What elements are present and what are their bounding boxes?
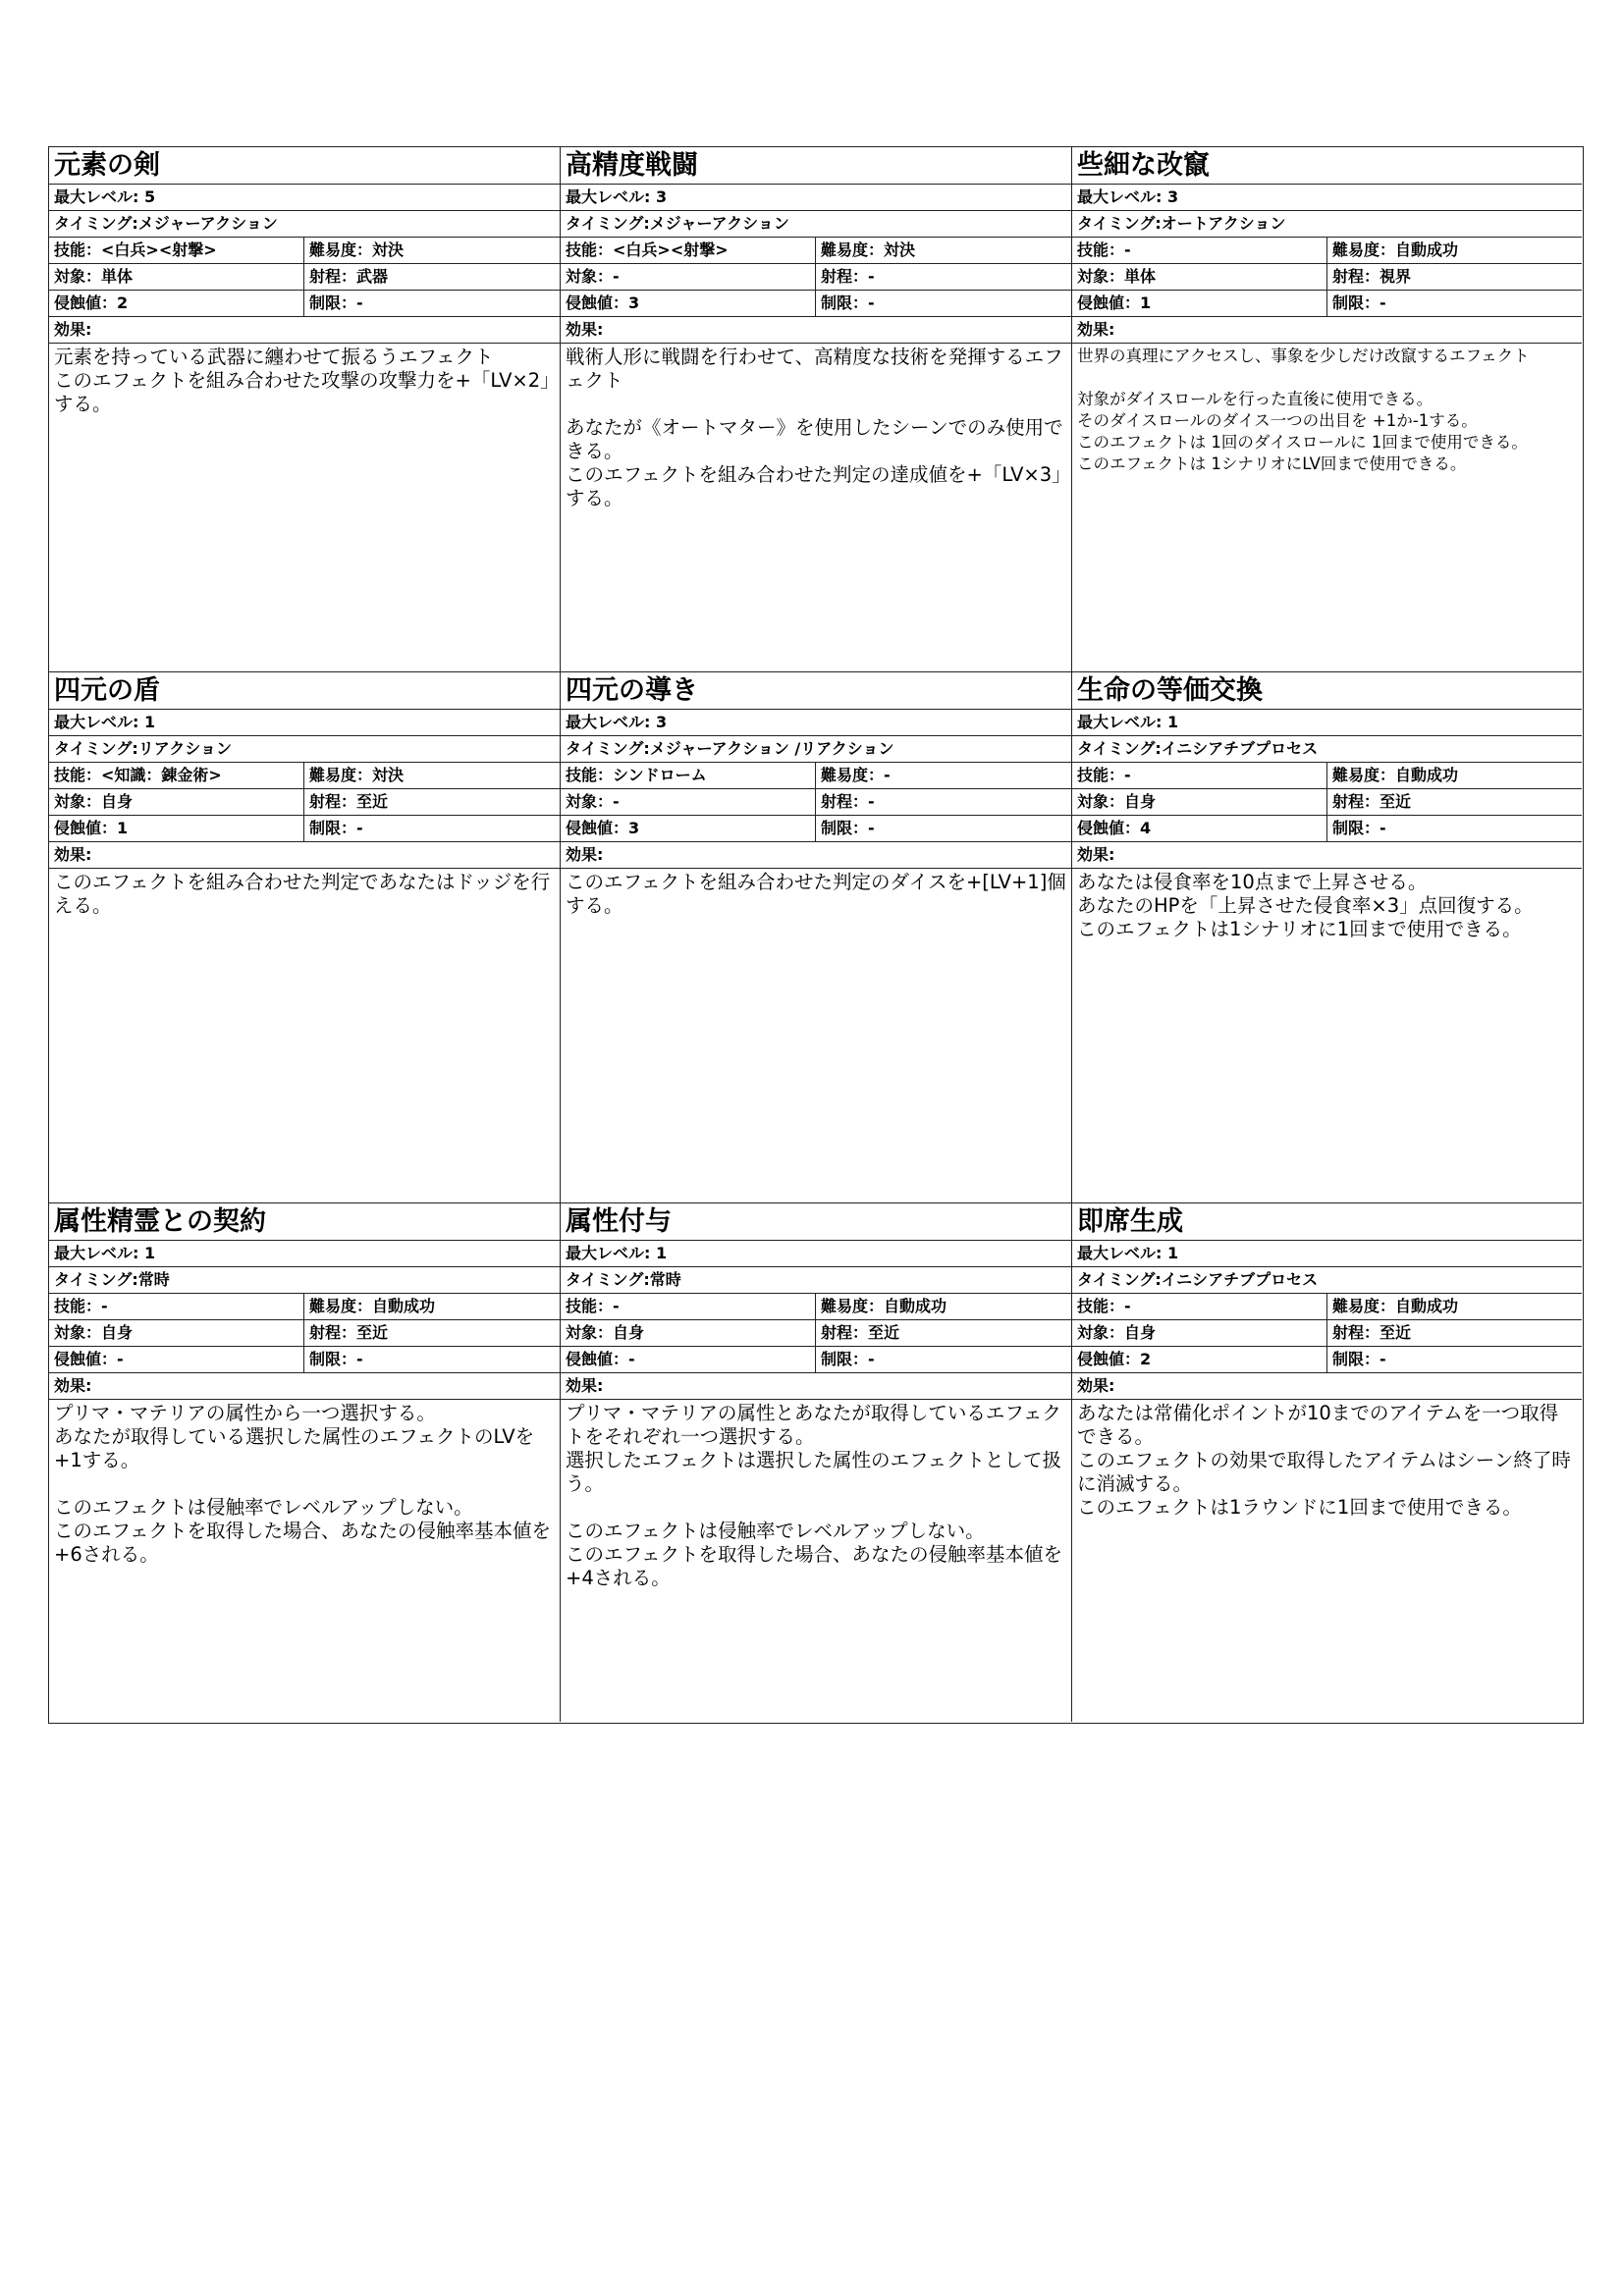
limit: 制限：- <box>821 294 875 312</box>
effect-label: 効果: <box>49 1373 560 1400</box>
target-row <box>1072 789 1582 816</box>
card-title: 高精度戦闘 <box>561 147 1071 185</box>
skill-row <box>1072 238 1582 264</box>
skill-row <box>1072 1294 1582 1320</box>
max-level: 最大レベル: 3 <box>566 187 668 206</box>
effect-card-1 <box>49 147 561 672</box>
target: 対象：自身 <box>49 1320 304 1346</box>
timing-row <box>49 1267 560 1294</box>
difficulty: 難易度：自動成功 <box>1332 766 1459 784</box>
range: 射程：至近 <box>309 1323 389 1342</box>
timing-row <box>1072 736 1582 763</box>
erosion: 侵蝕値：1 <box>49 816 304 841</box>
erosion-row <box>561 1347 1071 1373</box>
max-level-row <box>49 185 560 211</box>
limit: 制限：- <box>821 1350 875 1368</box>
timing: タイミング:メジャーアクション /リアクション <box>566 739 894 758</box>
erosion-row <box>49 816 560 842</box>
max-level-row <box>1072 185 1582 211</box>
max-level: 最大レベル: 3 <box>1077 187 1179 206</box>
effect-text: あなたは常備化ポイントが10までのアイテムを一つ取得できる。 このエフェクトの効果で取得したアイテムはシーン終了時に消滅する。 このエフェクトは1ラウンドに1回まで使用できる。 <box>1077 1402 1571 1519</box>
timing: タイミング:メジャーアクション <box>54 214 278 233</box>
range: 射程：至近 <box>1332 1323 1412 1342</box>
effect-card-8 <box>561 1203 1072 1722</box>
target-row <box>49 264 560 291</box>
erosion-row <box>561 291 1071 317</box>
erosion-row <box>561 816 1071 842</box>
limit: 制限：- <box>1332 294 1386 312</box>
difficulty: 難易度：対決 <box>309 240 405 259</box>
erosion: 侵蝕値：2 <box>49 291 304 316</box>
max-level: 最大レベル: 1 <box>1077 713 1179 731</box>
effect-label: 効果: <box>1072 842 1582 869</box>
skill-row <box>561 238 1071 264</box>
effect-label: 効果: <box>561 1373 1071 1400</box>
max-level-row <box>49 1241 560 1267</box>
timing-row <box>561 211 1071 238</box>
card-title: 些細な改竄 <box>1072 147 1582 185</box>
difficulty: 難易度：自動成功 <box>821 1297 947 1315</box>
target-row <box>561 789 1071 816</box>
erosion-row <box>49 291 560 317</box>
effect-label: 効果: <box>561 317 1071 344</box>
effect-card-3 <box>1072 147 1582 672</box>
max-level-row <box>1072 1241 1582 1267</box>
max-level: 最大レベル: 1 <box>54 713 156 731</box>
skill-row <box>561 763 1071 789</box>
effect-text: このエフェクトを組み合わせた判定であなたはドッジを行える。 <box>54 871 551 917</box>
target: 対象：自身 <box>49 789 304 815</box>
effect-text: プリマ・マテリアの属性から一つ選択する。 あなたが取得している選択した属性のエフェクトのLVを+1する。 このエフェクトは侵触率でレベルアップしない。 このエフェクトを取得した場合、あなたの侵触率基本値を+6される。 <box>54 1402 552 1566</box>
max-level-row <box>561 1241 1071 1267</box>
effect-label: 効果: <box>49 842 560 869</box>
effect-card-9 <box>1072 1203 1582 1722</box>
range: 射程：視界 <box>1332 267 1412 286</box>
limit: 制限：- <box>309 294 363 312</box>
target: 対象：- <box>561 789 816 815</box>
target: 対象：自身 <box>1072 789 1327 815</box>
effect-label: 効果: <box>561 842 1071 869</box>
erosion-row <box>1072 291 1582 317</box>
card-title: 属性精霊との契約 <box>49 1203 560 1241</box>
erosion: 侵蝕値：3 <box>561 291 816 316</box>
target-row <box>49 789 560 816</box>
target-row <box>49 1320 560 1347</box>
timing-row <box>49 736 560 763</box>
range: 射程：武器 <box>309 267 389 286</box>
card-title: 四元の盾 <box>49 672 560 710</box>
effect-card-2 <box>561 147 1072 672</box>
skill: 技能：<白兵><射撃> <box>561 238 816 263</box>
erosion: 侵蝕値：3 <box>561 816 816 841</box>
skill: 技能：<知識：錬金術> <box>49 763 304 788</box>
difficulty: 難易度：自動成功 <box>1332 240 1459 259</box>
target-row <box>561 1320 1071 1347</box>
erosion: 侵蝕値：- <box>49 1347 304 1372</box>
effect-text: あなたは侵食率を10点まで上昇させる。 あなたのHPを「上昇させた侵食率×3」点回復する。 このエフェクトは1シナリオに1回まで使用できる。 <box>1077 871 1534 940</box>
timing-row <box>561 736 1071 763</box>
limit: 制限：- <box>309 1350 363 1368</box>
target-row <box>1072 1320 1582 1347</box>
card-title: 四元の導き <box>561 672 1071 710</box>
difficulty: 難易度：自動成功 <box>1332 1297 1459 1315</box>
target-row <box>561 264 1071 291</box>
target: 対象：自身 <box>561 1320 816 1346</box>
max-level: 最大レベル: 1 <box>566 1244 668 1262</box>
max-level-row <box>1072 710 1582 736</box>
effect-text: プリマ・マテリアの属性とあなたが取得しているエフェクトをそれぞれ一つ選択する。 選択したエフェクトは選択した属性のエフェクトとして扱う。 このエフェクトは侵触率でレベルアップしない。 このエフェクトを取得した場合、あなたの侵触率基本値を+4される。 <box>566 1402 1063 1589</box>
effect-card-sheet <box>48 146 1584 1724</box>
max-level-row <box>561 185 1071 211</box>
erosion-row <box>1072 1347 1582 1373</box>
timing: タイミング:メジャーアクション <box>566 214 789 233</box>
timing: タイミング:イニシアチブプロセス <box>1077 1270 1319 1289</box>
timing-row <box>49 211 560 238</box>
skill-row <box>49 763 560 789</box>
skill: 技能：<白兵><射撃> <box>49 238 304 263</box>
effect-label: 効果: <box>1072 1373 1582 1400</box>
effect-label: 効果: <box>1072 317 1582 344</box>
target-row <box>1072 264 1582 291</box>
timing-row <box>1072 1267 1582 1294</box>
erosion: 侵蝕値：- <box>561 1347 816 1372</box>
range: 射程：至近 <box>309 792 389 811</box>
card-title: 属性付与 <box>561 1203 1071 1241</box>
skill-row <box>49 238 560 264</box>
max-level: 最大レベル: 5 <box>54 187 156 206</box>
range: 射程：- <box>821 792 875 811</box>
skill-row <box>49 1294 560 1320</box>
erosion-row <box>1072 816 1582 842</box>
max-level: 最大レベル: 1 <box>54 1244 156 1262</box>
skill-row <box>561 1294 1071 1320</box>
skill: 技能：- <box>1072 763 1327 788</box>
timing: タイミング:イニシアチブプロセス <box>1077 739 1319 758</box>
skill-row <box>1072 763 1582 789</box>
erosion: 侵蝕値：1 <box>1072 291 1327 316</box>
effect-text: 戦術人形に戦闘を行わせて、高精度な技術を発揮するエフェクト あなたが《オートマター》を使用したシーンでのみ使用できる。 このエフェクトを組み合わせた判定の達成値を+「LV×3」する。 <box>566 346 1063 509</box>
skill: 技能：- <box>49 1294 304 1319</box>
effect-card-6 <box>1072 672 1582 1203</box>
timing-row <box>561 1267 1071 1294</box>
range: 射程：至近 <box>1332 792 1412 811</box>
effect-text: 世界の真理にアクセスし、事象を少しだけ改竄するエフェクト 対象がダイスロールを行った直後に使用できる。 そのダイスロールのダイス一つの出目を +1か-1する。 このエフェクトは 1回のダイスロールに 1回まで使用できる。 このエフェクトは 1シナリオにLV回まで使用できる。 <box>1077 347 1530 473</box>
range: 射程：- <box>821 267 875 286</box>
timing: タイミング:オートアクション <box>1077 214 1286 233</box>
timing: タイミング:常時 <box>54 1270 170 1289</box>
skill: 技能：- <box>561 1294 816 1319</box>
target: 対象：単体 <box>49 264 304 290</box>
erosion: 侵蝕値：2 <box>1072 1347 1327 1372</box>
limit: 制限：- <box>1332 819 1386 837</box>
max-level-row <box>561 710 1071 736</box>
difficulty: 難易度：- <box>821 766 891 784</box>
card-title: 生命の等価交換 <box>1072 672 1582 710</box>
limit: 制限：- <box>1332 1350 1386 1368</box>
effect-text: 元素を持っている武器に纏わせて振るうエフェクト このエフェクトを組み合わせた攻撃の攻撃力を+「LV×2」する。 <box>54 346 550 415</box>
erosion-row <box>49 1347 560 1373</box>
target: 対象：単体 <box>1072 264 1327 290</box>
skill: 技能：- <box>1072 1294 1327 1319</box>
difficulty: 難易度：対決 <box>821 240 916 259</box>
difficulty: 難易度：自動成功 <box>309 1297 436 1315</box>
max-level-row <box>49 710 560 736</box>
effect-card-7 <box>49 1203 561 1722</box>
target: 対象：自身 <box>1072 1320 1327 1346</box>
effect-card-5 <box>561 672 1072 1203</box>
difficulty: 難易度：対決 <box>309 766 405 784</box>
timing-row <box>1072 211 1582 238</box>
effect-card-4 <box>49 672 561 1203</box>
max-level: 最大レベル: 3 <box>566 713 668 731</box>
effect-label: 効果: <box>49 317 560 344</box>
erosion: 侵蝕値：4 <box>1072 816 1327 841</box>
card-title: 即席生成 <box>1072 1203 1582 1241</box>
skill: 技能：シンドローム <box>561 763 816 788</box>
timing: タイミング:リアクション <box>54 739 232 758</box>
target: 対象：- <box>561 264 816 290</box>
card-title: 元素の剣 <box>49 147 560 185</box>
skill: 技能：- <box>1072 238 1327 263</box>
effect-text: このエフェクトを組み合わせた判定のダイスを+[LV+1]個する。 <box>566 871 1066 917</box>
limit: 制限：- <box>309 819 363 837</box>
limit: 制限：- <box>821 819 875 837</box>
timing: タイミング:常時 <box>566 1270 681 1289</box>
range: 射程：至近 <box>821 1323 900 1342</box>
max-level: 最大レベル: 1 <box>1077 1244 1179 1262</box>
